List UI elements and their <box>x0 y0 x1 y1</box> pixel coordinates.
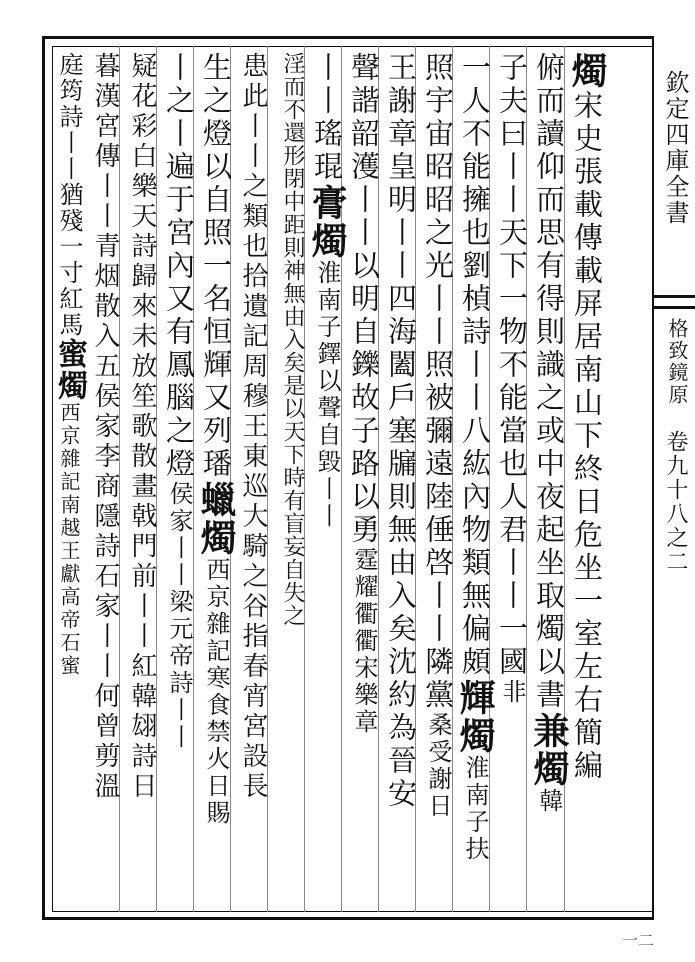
text-column <box>491 52 533 902</box>
text-column <box>121 52 163 902</box>
entry-heading: 蜜燭 <box>52 338 87 402</box>
entry-heading: 蠟燭 <box>195 481 237 557</box>
column-text: 患此丨丨之類也拾遺記周穆王東巡大騎之谷指春宵宮設長 <box>238 52 268 802</box>
entry-heading: 輝燭 <box>454 679 496 755</box>
text-column <box>528 52 570 902</box>
page-number: 一二 <box>622 931 655 950</box>
fishtail-mark <box>652 295 695 309</box>
text-column <box>566 52 608 902</box>
text-column <box>158 52 200 902</box>
column-text: 生之燈以自照一名恒輝又列璠 <box>199 52 233 481</box>
column-text: 丨丨瑤琨 <box>310 52 344 184</box>
column-text: 俯而讀仰而思有得則識之或中夜起坐取燭以書 <box>532 52 566 712</box>
column-text: 庭筠詩丨丨猶殘一寸紅馬 <box>55 52 83 338</box>
text-column <box>232 52 274 902</box>
column-text: 聲諧韶濩丨丨以明自鑠故子路以勇 <box>347 52 381 547</box>
entry-heading: 膏燭 <box>306 184 348 260</box>
entry-heading: 燭 <box>566 52 608 90</box>
margin-volume: 卷九十八之二 <box>663 430 688 574</box>
margin-book-title: 欽定四庫全書 <box>661 70 689 226</box>
annotation-text: 韓 <box>535 788 563 815</box>
annotation-text: 西京雜記寒食禁火日賜 <box>202 557 230 827</box>
column-text: 一人不能擁也劉楨詩丨丨八紘內物類無偏頗 <box>458 52 492 679</box>
text-column <box>417 52 459 902</box>
annotation-text: 侯家丨丨梁元帝詩丨丨 <box>165 481 193 751</box>
text-column <box>343 52 385 902</box>
margin-section: 格致鏡原 <box>665 318 689 406</box>
column-text: 子夫曰丨丨天下一物不能當也人君丨丨一國 <box>495 52 529 679</box>
text-column <box>84 52 126 902</box>
column-text: 宋史張載傳載屏居南山下終日危坐一室左右簡編 <box>570 90 604 783</box>
column-text <box>14 52 48 382</box>
column-text: 暮漢宮傳丨丨青烟散入五侯家李商隱詩石家丨丨何曾剪溫 <box>90 52 120 802</box>
column-text: 丨之丨遍于宮內又有鳳腦之燈 <box>162 52 196 481</box>
annotation-text: 西京雜記南越王獻高帝石蜜 <box>57 402 81 678</box>
annotation-text: 桑受謝日 <box>424 712 452 820</box>
column-text: 疑花彩白樂天詩歸來未放笙歌散畫戟門前丨丨紅韓翃詩日 <box>127 52 157 802</box>
text-column <box>380 52 422 902</box>
annotation-text: 非 <box>498 679 526 706</box>
annotation-text: 淮南子扶 <box>461 755 489 863</box>
annotation-text: 淮南子鐸以聲自毀丨丨 <box>313 260 341 530</box>
text-column <box>195 52 237 902</box>
text-column <box>306 52 348 902</box>
text-column <box>52 52 87 902</box>
column-text: 王謝章皇明丨丨四海闔戶塞牖則無由入矣沈約為晉安 <box>384 52 418 811</box>
column-text: 淫而不還形閉中距則神無由入矣是以天下時有盲妄自失之 <box>280 52 305 627</box>
column-text: 照宇宙昭昭之光丨丨照被彌遠陸倕啓丨丨隣黨 <box>421 52 455 712</box>
entry-heading: 兼燭 <box>528 712 570 788</box>
text-column <box>454 52 496 902</box>
annotation-text: 霆耀衢衢宋樂章 <box>350 547 378 736</box>
annotation-text <box>17 382 45 706</box>
text-column <box>269 52 311 902</box>
